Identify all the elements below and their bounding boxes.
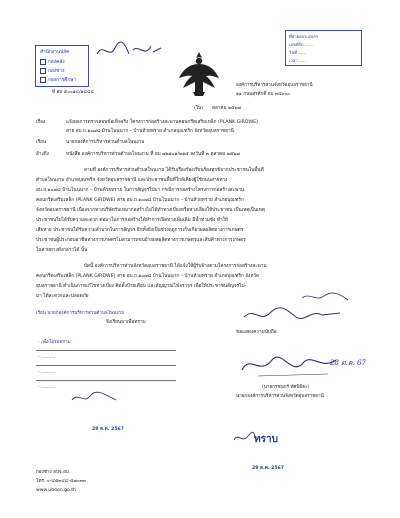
handwritten-routing-line: - ..........	[38, 370, 56, 375]
body-line: เสียหาย ประชาชนได้รับความลำบากในการสัญจร อีกทั้งยังเป็นช่วงฤดูการเก็บเกี่ยวผลผลิตทางการเกษตร	[36, 228, 244, 233]
handwritten-routing-line: - เพื่อโปรดทราบ	[38, 340, 71, 345]
stamp-option-1: กองคลัง	[40, 58, 65, 66]
signatory-position: นายกองค์การบริหารส่วนจังหวัดอุบลราชธานี	[236, 394, 324, 399]
signatory-name: (นายกรชนกร์ ทัศนิพิยะ)	[262, 385, 310, 390]
body-line: ตามที่ องค์การบริหารส่วนตำบลโพนงาม ได้รับเรื่องร้องเรียนร้องทุกข์จากประชาชนในพื้นที่	[84, 168, 264, 173]
handwritten-signature	[240, 305, 350, 325]
body-line: คอนกรีตเสริมเหล็ก (PLANK GIRDWE) สาย อบ.ถ.๑๐๗๘ บ้านโนนนาก – บ้านห้วยทราย อำเภอบุณฑริก	[36, 198, 244, 203]
garuda-emblem-icon	[177, 48, 221, 98]
checkbox-icon	[40, 77, 46, 83]
closing-line-2: ขอแสดงความนับถือ	[236, 330, 277, 335]
reference-text: หนังสือ องค์การบริหารส่วนตำบลโพนงาม ที่ อบ ๗๒๑๐๑/๒๑๕ ลงวันที่ ๓ ตุลาคม ๒๕๖๗	[66, 152, 240, 157]
document-number: ที่ อบ ๕๐๐๑๔/๑๔๔๔	[52, 90, 94, 95]
handwritten-date: 28 ต.ค. 67	[330, 359, 366, 367]
body-line: ประชาชนไม่ได้รับความสะดวก ต่อมาในการก่อสร้างได้ทำการเปิดทางเพิ่มเติม มีน้ำท่วมขัง ทำให้	[36, 218, 229, 223]
footer-department: กองช่าง อบจ.อบ.	[36, 470, 71, 475]
body-line: ประชาชนผู้ประกอบอาชีพทางการเกษตรไม่สามารถขนย้ายผลผลิตทางการเกษตรและสินค้าทางการเกษตร	[36, 238, 246, 243]
stamp-title: สำนักงานปลัด	[40, 50, 70, 55]
handwritten-initials	[232, 430, 258, 446]
checkbox-icon	[40, 59, 46, 65]
body-line: มา ได้สะดวกและปลอดภัย	[36, 294, 89, 299]
body-line: อุบลราชธานี ดำเนินการแก้ไขทางเบี่ยง ติดตั้งป้ายเตือน และสัญญาณไฟจราจร เพื่อให้ประชาชนสัญจรไป-	[36, 284, 247, 289]
handwritten-routing-line: - ..........	[38, 355, 56, 360]
handwritten-initials	[95, 40, 165, 62]
footer-phone: โทร. ๐-๔๕๓๔๔-๕๗๐๓๓	[36, 479, 87, 484]
office-routing-stamp	[35, 45, 89, 87]
handwritten-note	[300, 290, 350, 304]
receipt-stamp: ที่ฝ่ายอบจ.อุบลฯ เลขที่รับ ...... วันที่ ...... เวลา ......	[285, 30, 362, 66]
divider	[36, 365, 176, 366]
body-line: ตำบลโพนงาม อำเภอบุณฑริก จังหวัดอุบลราชธานี และประชาชนพื้นที่ใกล้เคียงผู้ใช้ถนนสายทาง	[36, 178, 228, 183]
stamped-date-left: 28 ต.ค. 2567	[92, 427, 124, 432]
subject-label: เรื่อง	[36, 120, 46, 125]
body-line: คอนกรีตเสริมเหล็ก (PLANK GIRDWE) สาย อบ.ถ.๑๐๗๘ บ้านโนนนาก – บ้านห้วยทราย อำเภอบุณฑริก จังหวัด	[36, 274, 260, 279]
handwritten-initials	[70, 390, 120, 406]
body-line: บัดนี้ องค์การบริหารส่วนจังหวัดอุบลราชธานี ได้แจ้งให้ผู้รับจ้างตามโครงการก่อสร้างสะพาน	[84, 264, 267, 269]
recipient-label: เรียน	[36, 140, 47, 145]
sender-address: ๑๑ ถนนสุรศักดิ์ อบ ๓๔๐๐๐	[236, 92, 290, 97]
body-line: อบ.ถ.๑๐๗๘ บ้านโนนนาก – บ้านห้วยทราย ในการสัญจรไปมา กรณีการก่อสร้างโครงการก่อสร้างสะพาน	[36, 188, 245, 193]
divider	[36, 380, 176, 381]
reference-label: อ้างถึง	[36, 152, 49, 157]
document-date: ตุลาคม ๒๕๖๗	[212, 106, 241, 111]
subject-line-1: แจ้งผลการตรวจสอบข้อเท็จจริง โครงการก่อสร้างสะพานคอนกรีตเสริมเหล็ก (PLANK GIRDWE)	[66, 120, 258, 125]
body-line: จังหวัดอุบลราชธานี เนื่องจากทางบริษัทรับเหมาก่อสร้างไม่ได้ทำทางเบี่ยงหรือทางเลี่ยงให้ประชาชน เป็นเหตุเป็นเหตุ	[36, 208, 265, 213]
divider	[36, 350, 176, 351]
date-prefix: (ใน)	[194, 106, 203, 111]
routing-line: เรียน นายกองค์การบริหารส่วนตำบลโพนงาม	[36, 311, 125, 316]
subject-line-2: สาย อบ.ถ.๑๐๗๘ บ้านโนนนาก – บ้านห้วยทราย อำเภอบุณฑริก จังหวัดอุบลราชธานี	[66, 129, 234, 134]
checkbox-icon	[40, 68, 46, 74]
body-line: ในสายทางดังกล่าวได้ นั้น	[36, 248, 88, 253]
sender-organization: องค์การบริหารส่วนจังหวัดอุบลราชธานี	[236, 83, 313, 88]
stamp-option-2: กองช่าง	[40, 67, 64, 75]
stamped-date-right: 29 ต.ค. 2567	[252, 466, 284, 471]
handwritten-routing-line: - ..........	[38, 385, 56, 390]
footer-website: www.uboon.go.th	[36, 488, 76, 493]
recipient-text: นายกองค์การบริหารส่วนตำบลโพนงาม	[66, 140, 145, 145]
stamp-option-3: กองการศึกษา	[40, 76, 76, 84]
acknowledged-stamp: ทราบ	[232, 430, 312, 462]
closing-line-1: จึงเรียนมาเพื่อทราบ	[106, 320, 146, 325]
